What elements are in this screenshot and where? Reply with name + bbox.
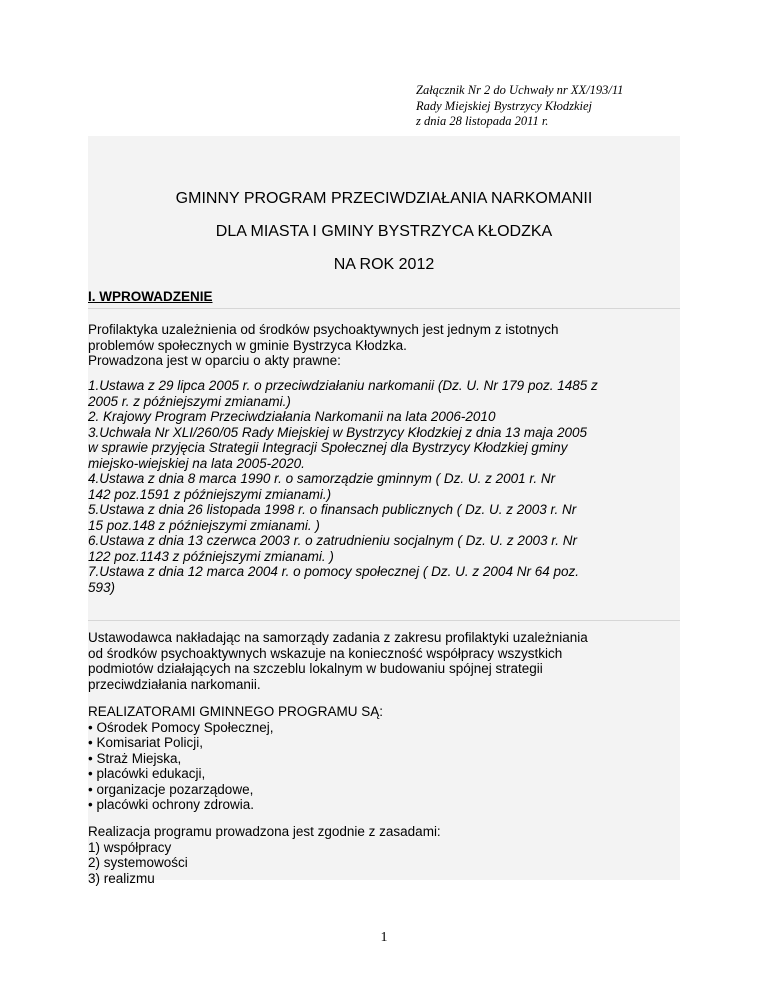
intro-paragraph	[88, 322, 680, 369]
title-line-2: DLA MIASTA I GMINY BYSTRZYCA KŁODZKA	[215, 223, 553, 240]
principles-heading: Realizacja programu prowadzona jest zgodnie z zasadami:	[88, 824, 441, 839]
annex-note	[416, 83, 716, 130]
legal-act-line: miejsko-wiejskiej na lata 2005-2020.	[88, 455, 305, 471]
title-line-3: NA ROK 2012	[333, 256, 435, 273]
legal-act-line: w sprawie przyjęcia Strategii Integracji Społecznej dla Bystrzycy Kłodzkiej gminy	[88, 440, 568, 455]
legal-act-line: 6.Ustawa z dnia 13 czerwca 2003 r. o zatrudnieniu socjalnym ( Dz. U. z 2003 r. Nr	[88, 533, 577, 548]
intro-line: problemów społecznych w gminie Bystrzyca Kłodzka.	[88, 337, 407, 353]
legal-act-line: 1.Ustawa z 29 lipca 2005 r. o przeciwdziałaniu narkomanii (Dz. U. Nr 179 poz. 1485 z	[88, 378, 598, 393]
legal-act-line: 4.Ustawa z dnia 8 marca 1990 r. o samorządzie gminnym ( Dz. U. z 2001 r. Nr	[88, 471, 556, 486]
implementer-item: • Ośrodek Pomocy Społecznej,	[88, 719, 274, 735]
title-line-1: GMINNY PROGRAM PRZECIWDZIAŁANIA NARKOMANII	[175, 190, 593, 207]
annex-line-2: Rady Miejskiej Bystrzycy Kłodzkiej	[416, 98, 592, 113]
document-body	[88, 136, 680, 886]
intro-line: Prowadzona jest w oparciu o akty prawne:	[88, 353, 341, 368]
document-title	[88, 182, 680, 281]
principles-list	[88, 824, 680, 886]
legal-act-line: 593)	[88, 579, 116, 595]
legislator-line: przeciwdziałania narkomanii.	[88, 676, 261, 692]
legal-act-line: 15 poz.148 z późniejszymi zmianami. )	[88, 517, 320, 533]
legal-act-line: 7.Ustawa z dnia 12 marca 2004 r. o pomocy społecznej ( Dz. U. z 2004 Nr 64 poz.	[88, 564, 579, 579]
legal-act-line: 122 poz.1143 z późniejszymi zmianami. )	[88, 548, 334, 564]
page-number: 1	[380, 930, 388, 945]
implementer-item: • Komisariat Policji,	[88, 735, 204, 750]
implementer-item: • organizacje pozarządowe,	[88, 781, 254, 797]
divider	[88, 620, 680, 621]
legal-act-line: 5.Ustawa z dnia 26 listopada 1998 r. o finansach publicznych ( Dz. U. z 2003 r. Nr	[88, 502, 577, 517]
legal-act-line: 2. Krajowy Program Przeciwdziałania Narkomanii na lata 2006-2010	[88, 409, 496, 424]
implementers-heading: REALIZATORAMI GMINNEGO PROGRAMU SĄ:	[88, 704, 384, 719]
implementer-item: • Straż Miejska,	[88, 750, 182, 766]
legal-act-line: 142 poz.1591 z późniejszymi zmianami.)	[88, 486, 332, 502]
principle-item: 3) realizmu	[88, 870, 155, 886]
annex-line-3: z dnia 28 listopada 2011 r.	[416, 114, 549, 128]
legal-act-line: 3.Uchwała Nr XLI/260/05 Rady Miejskiej w Bystrzycy Kłodzkiej z dnia 13 maja 2005	[88, 424, 587, 440]
implementer-item: • placówki edukacji,	[88, 766, 206, 781]
annex-line-1: Załącznik Nr 2 do Uchwały nr XX/193/11	[416, 83, 624, 97]
legislator-line: podmiotów działających na szczeblu lokalnym w budowaniu spójnej strategii	[88, 661, 543, 676]
legal-acts-list	[88, 378, 680, 595]
principle-item: 1) współpracy	[88, 839, 172, 855]
implementers-list	[88, 704, 680, 813]
legal-act-line: 2005 r. z późniejszymi zmianami.)	[88, 393, 291, 409]
intro-line: Profilaktyka uzależnienia od środków psychoaktywnych jest jednym z istotnych	[88, 322, 559, 337]
principle-item: 2) systemowości	[88, 855, 188, 870]
legislator-line: Ustawodawca nakładając na samorządy zadania z zakresu profilaktyki uzależniania	[88, 630, 588, 645]
legislator-line: od środków psychoaktywnych wskazuje na konieczność współpracy wszystkich	[88, 645, 563, 661]
legislator-paragraph	[88, 630, 680, 692]
section-heading: I. WPROWADZENIE	[88, 289, 213, 304]
implementer-item: • placówki ochrony zdrowia.	[88, 797, 255, 812]
divider	[88, 308, 680, 309]
